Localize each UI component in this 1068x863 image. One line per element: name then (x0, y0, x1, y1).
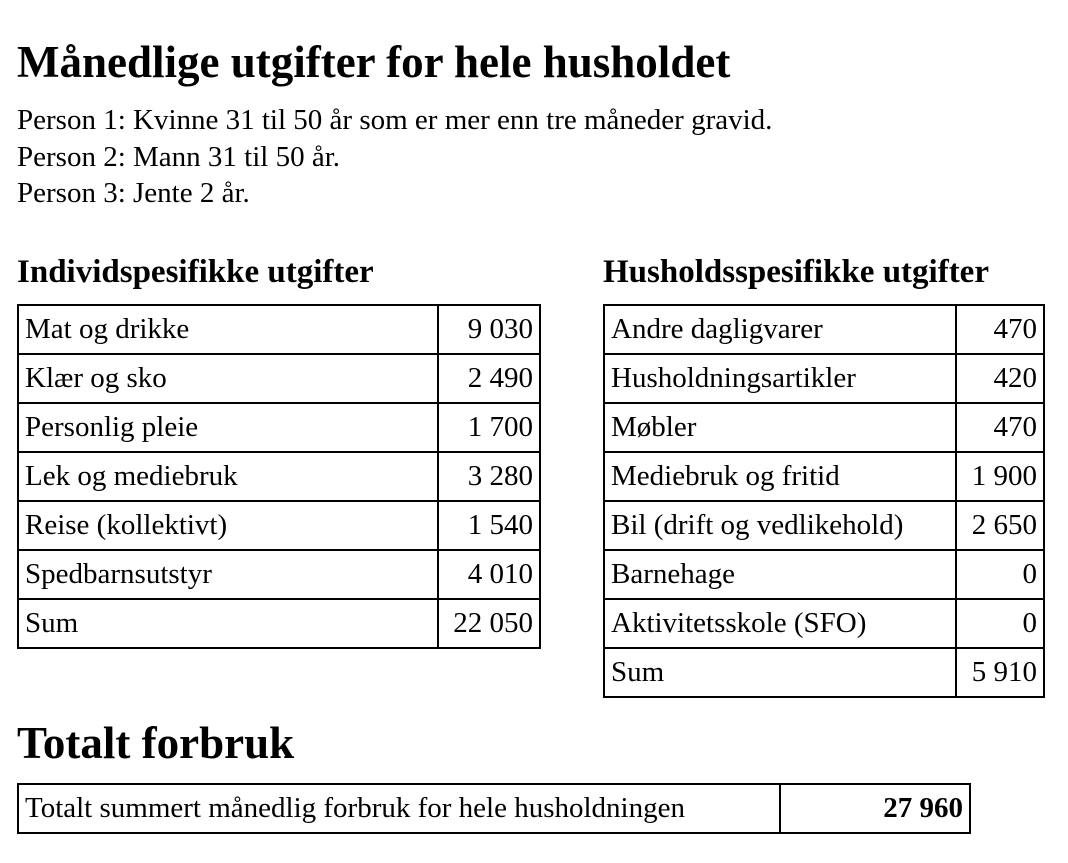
individual-expenses-heading: Individspesifikke utgifter (17, 254, 374, 290)
row-value: 9 030 (438, 305, 540, 354)
person-3-description: Person 3: Jente 2 år. (17, 177, 250, 209)
table-row (604, 501, 1044, 550)
total-heading: Totalt forbruk (17, 718, 295, 768)
row-label: Aktivitetsskole (SFO) (604, 599, 956, 648)
table-row (604, 403, 1044, 452)
row-label: Reise (kollektivt) (18, 501, 438, 550)
row-value: 0 (956, 550, 1044, 599)
total-row (18, 784, 970, 833)
total-label: Totalt summert månedlig forbruk for hele husholdningen (18, 784, 780, 833)
sum-label: Sum (18, 599, 438, 648)
row-value: 420 (956, 354, 1044, 403)
row-label: Mat og drikke (18, 305, 438, 354)
row-label: Bil (drift og vedlikehold) (604, 501, 956, 550)
household-expenses-heading: Husholdsspesifikke utgifter (603, 254, 989, 290)
sum-row (18, 599, 540, 648)
row-value: 2 650 (956, 501, 1044, 550)
table-row (604, 305, 1044, 354)
table-row (604, 354, 1044, 403)
row-label: Spedbarnsutstyr (18, 550, 438, 599)
row-label: Klær og sko (18, 354, 438, 403)
table-row (18, 403, 540, 452)
sum-value: 5 910 (956, 648, 1044, 697)
row-label: Mediebruk og fritid (604, 452, 956, 501)
table-row (18, 501, 540, 550)
row-value: 3 280 (438, 452, 540, 501)
household-expenses-table (603, 304, 1045, 698)
row-value: 4 010 (438, 550, 540, 599)
table-row (18, 354, 540, 403)
sum-label: Sum (604, 648, 956, 697)
table-row (18, 305, 540, 354)
total-table (17, 783, 971, 834)
row-label: Personlig pleie (18, 403, 438, 452)
row-label: Barnehage (604, 550, 956, 599)
row-value: 2 490 (438, 354, 540, 403)
row-label: Møbler (604, 403, 956, 452)
page-title: Månedlige utgifter for hele husholdet (17, 37, 731, 87)
person-list (17, 102, 772, 212)
table-row (18, 550, 540, 599)
page (17, 0, 1057, 863)
row-value: 1 900 (956, 452, 1044, 501)
table-row (604, 599, 1044, 648)
person-1-description: Person 1: Kvinne 31 til 50 år som er mer enn tre måneder gravid. (17, 104, 773, 136)
individual-expenses-table (17, 304, 541, 649)
table-row (18, 452, 540, 501)
sum-row (604, 648, 1044, 697)
row-label: Andre dagligvarer (604, 305, 956, 354)
total-value: 27 960 (780, 784, 970, 833)
row-value: 0 (956, 599, 1044, 648)
row-value: 470 (956, 403, 1044, 452)
sum-value: 22 050 (438, 599, 540, 648)
row-value: 1 540 (438, 501, 540, 550)
table-row (604, 550, 1044, 599)
table-row (604, 452, 1044, 501)
row-value: 1 700 (438, 403, 540, 452)
row-label: Husholdningsartikler (604, 354, 956, 403)
row-label: Lek og mediebruk (18, 452, 438, 501)
row-value: 470 (956, 305, 1044, 354)
person-2-description: Person 2: Mann 31 til 50 år. (17, 140, 341, 173)
